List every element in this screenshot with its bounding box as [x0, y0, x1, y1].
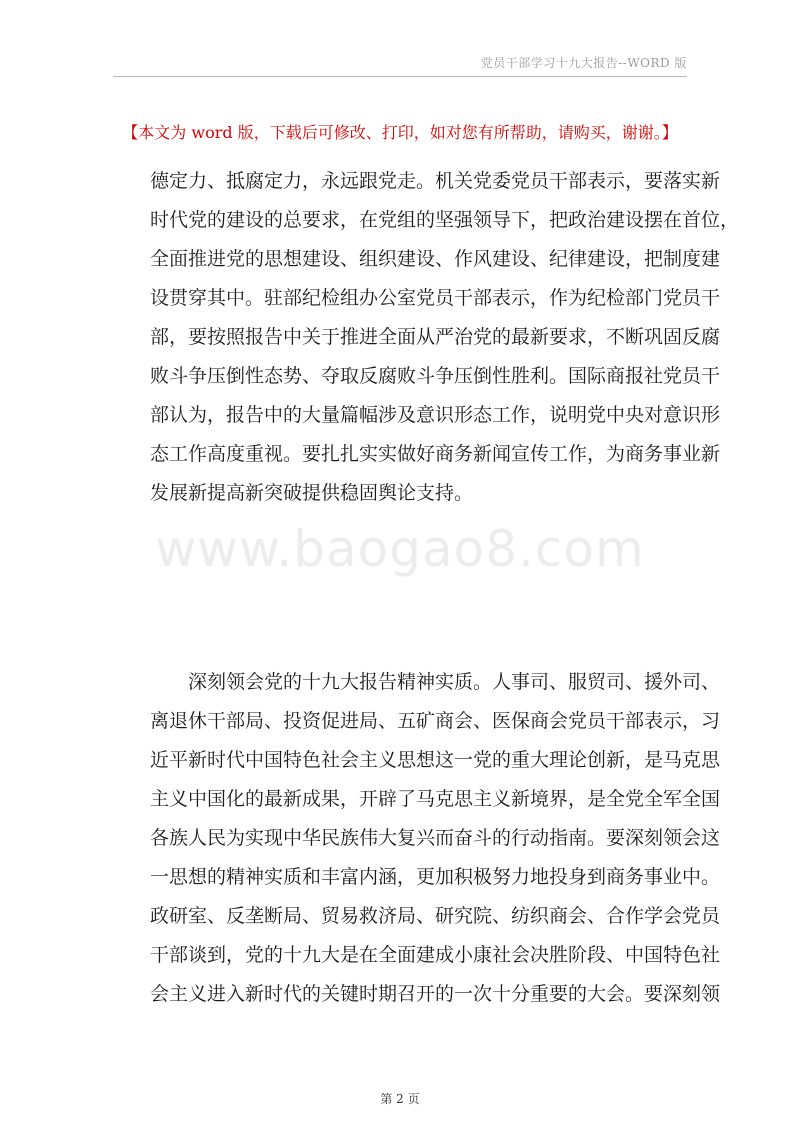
text-line: 态工作高度重视。要扎扎实实做好商务新闻宣传工作，为商务事业新: [150, 443, 721, 465]
watermark: www.baogao8.com: [155, 520, 645, 578]
text-line: 一思想的精神实质和丰富内涵，更加积极努力地投身到商务事业中。: [150, 866, 721, 888]
header-divider: [113, 76, 687, 77]
text-line: 设贯穿其中。驻部纪检组办公室党员干部表示，作为纪检部门党员干: [150, 287, 721, 309]
text-line: 深刻领会党的十九大报告精神实质。人事司、服贸司、援外司、: [150, 671, 721, 693]
page-number: 第 2 页: [380, 1092, 420, 1106]
text-line: 部认为，报告中的大量篇幅涉及意识形态工作，说明党中央对意识形: [150, 404, 721, 426]
text-line: 部，要按照报告中关于推进全面从严治党的最新要求，不断巩固反腐: [150, 326, 721, 348]
text-line: 时代党的建设的总要求，在党组的坚强领导下，把政治建设摆在首位，: [150, 209, 740, 231]
text-line: 全面推进党的思想建设、组织建设、作风建设、纪律建设，把制度建: [150, 248, 721, 270]
text-line: 近平新时代中国特色社会主义思想这一党的重大理论创新，是马克思: [150, 749, 721, 771]
text-line: 德定力、抵腐定力，永远跟党走。机关党委党员干部表示，要落实新: [150, 170, 721, 192]
text-line: 会主义进入新时代的关键时期召开的一次十分重要的大会。要深刻领: [150, 983, 721, 1005]
body-paragraph-2: [150, 663, 721, 1014]
body-paragraph-1: [150, 162, 740, 513]
text-line: 主义中国化的最新成果，开辟了马克思主义新境界，是全党全军全国: [150, 788, 721, 810]
text-line: 发展新提高新突破提供稳固舆论支持。: [150, 482, 474, 504]
text-line: 干部谈到，党的十九大是在全面建成小康社会决胜阶段、中国特色社: [150, 944, 721, 966]
text-line: 败斗争压倒性态势、夺取反腐败斗争压倒性胜利。国际商报社党员干: [150, 365, 721, 387]
text-line: 各族人民为实现中华民族伟大复兴而奋斗的行动指南。要深刻领会这: [150, 827, 721, 849]
text-line: 离退休干部局、投资促进局、五矿商会、医保商会党员干部表示，习: [150, 710, 721, 732]
page-header-title: 党员干部学习十九大报告--WORD 版: [480, 56, 687, 70]
text-line: 政研室、反垄断局、贸易救济局、研究院、纺织商会、合作学会党员: [150, 905, 721, 927]
purchase-notice: 【本文为 word 版，下载后可修改、打印，如对您有所帮助，请购买，谢谢。】: [122, 123, 678, 142]
